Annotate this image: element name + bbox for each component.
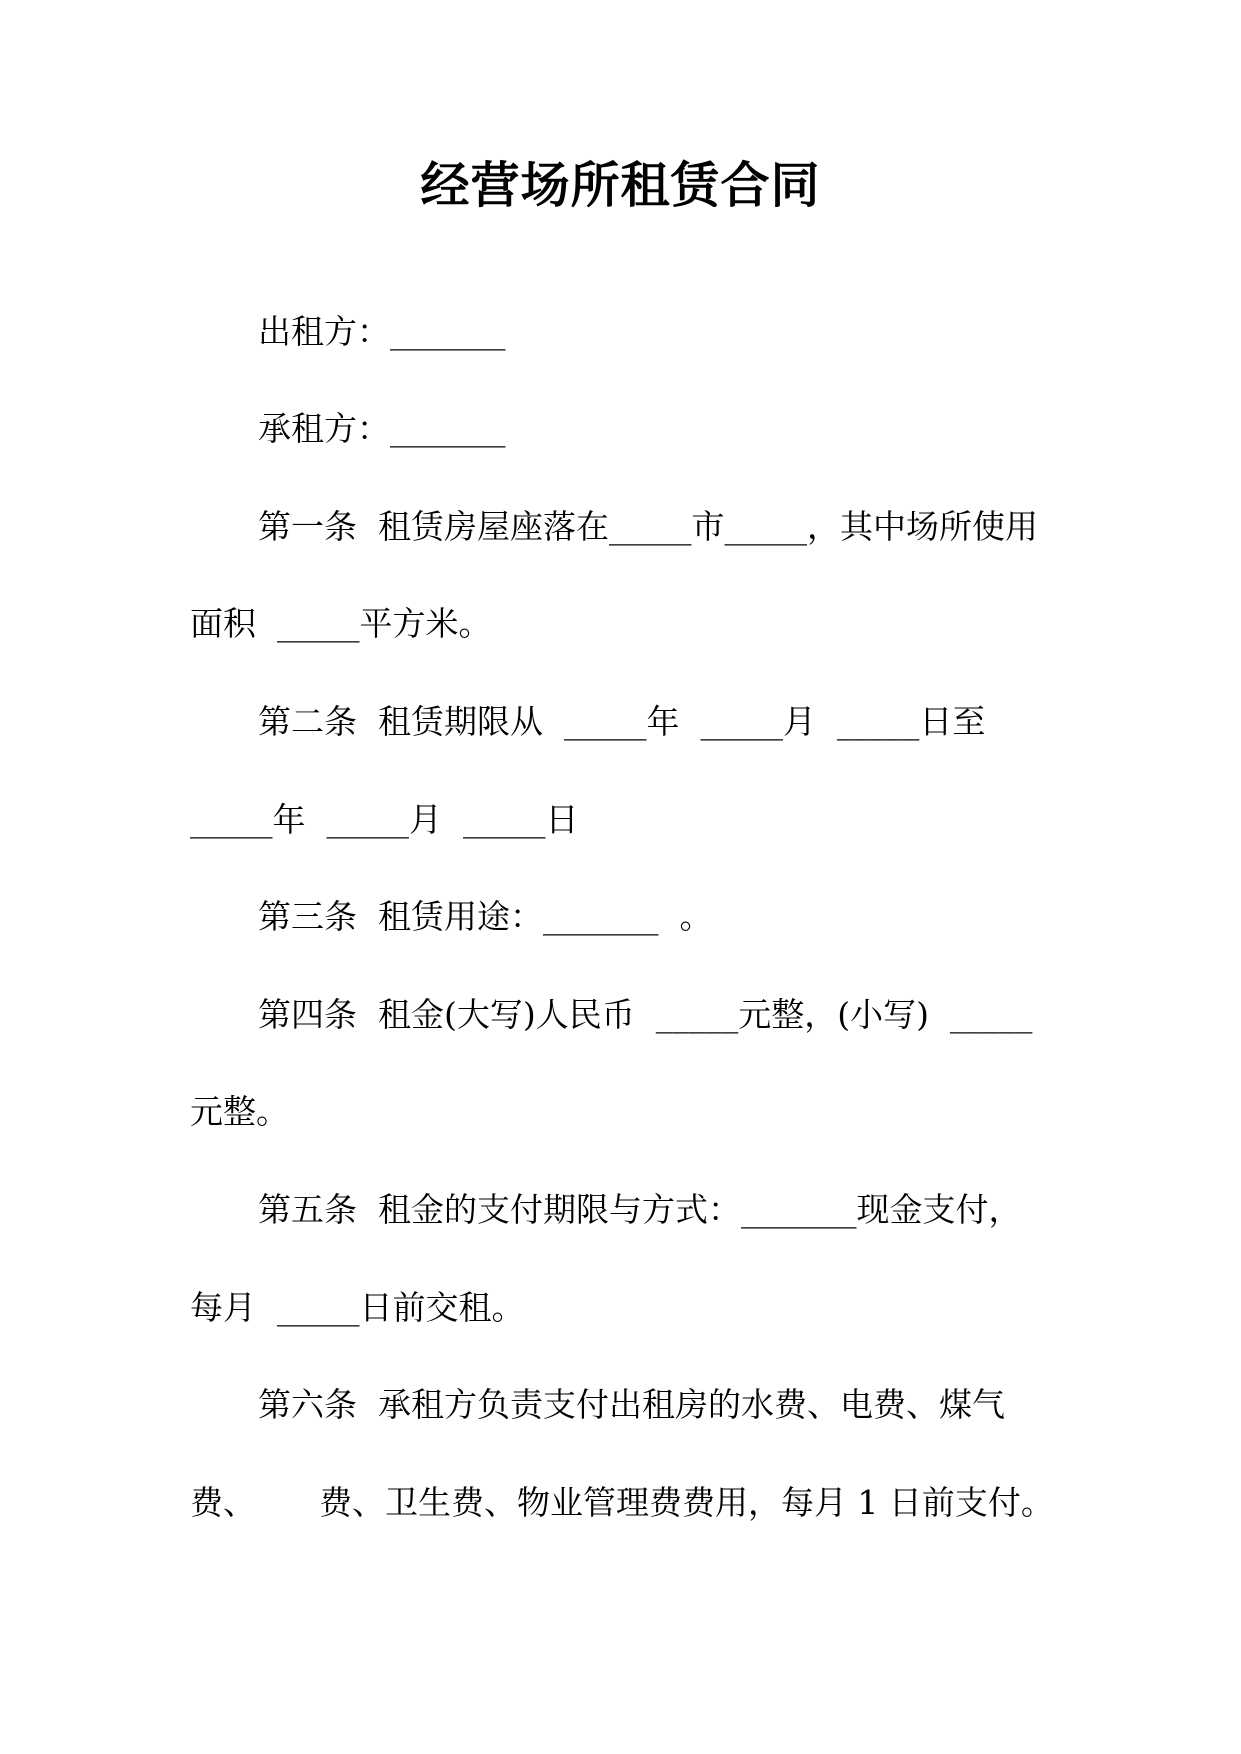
article-4-line-1: 第四条 租金(大写)人民币 _____元整，(小写) _____ bbox=[258, 995, 1033, 1034]
article-4-line-2: 元整。 bbox=[190, 1092, 289, 1131]
article-5-line-1: 第五条 租金的支付期限与方式：_______现金支付， bbox=[258, 1190, 1022, 1229]
article-5-line-2: 每月 _____日前交租。 bbox=[190, 1288, 525, 1327]
article-3-line: 第三条 租赁用途：_______ 。 bbox=[258, 897, 713, 936]
article-2-line-1: 第二条 租赁期限从 _____年 _____月 _____日至 bbox=[258, 702, 986, 741]
article-1-line-2: 面积 _____平方米。 bbox=[190, 604, 492, 643]
article-2-line-2: _____年 _____月 _____日 bbox=[190, 800, 579, 839]
lessee-line: 承租方：_______ bbox=[258, 409, 506, 448]
article-1-line-1: 第一条 租赁房屋座落在_____市_____，其中场所使用 bbox=[258, 507, 1038, 546]
article-6-line-2: 费、 费、卫生费、物业管理费费用，每月 1 日前支付。 bbox=[190, 1483, 1054, 1522]
lessor-line: 出租方：_______ bbox=[258, 312, 506, 351]
document-title: 经营场所租赁合同 bbox=[420, 156, 821, 214]
article-6-line-1: 第六条 承租方负责支付出租房的水费、电费、煤气 bbox=[258, 1385, 1005, 1424]
